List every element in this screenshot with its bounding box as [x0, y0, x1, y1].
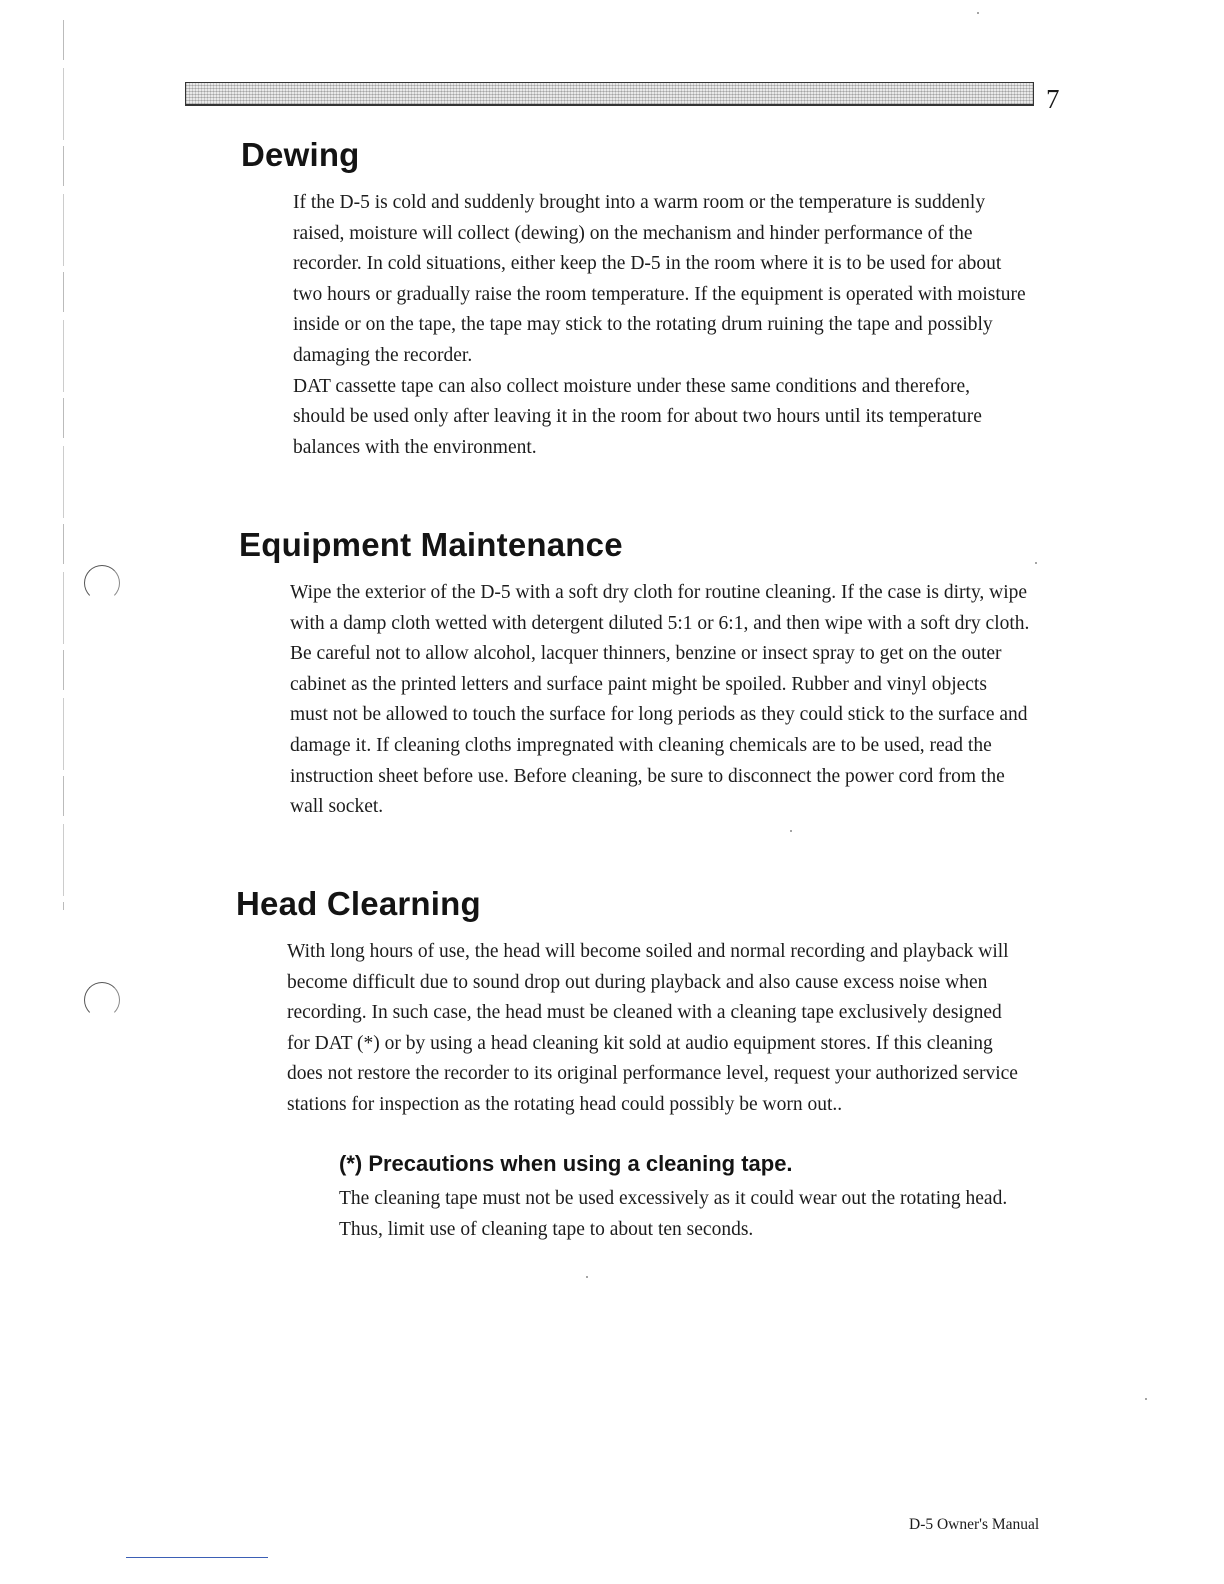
scan-speck: [790, 830, 792, 832]
text-line: for DAT (*) or by using a head cleaning kit sold at audio equipment stores. If this cleaning: [287, 1032, 993, 1054]
text-line: wall socket.: [290, 796, 384, 818]
text-line: Wipe the exterior of the D-5 with a soft dry cloth for routine cleaning. If the case is dirty, wipe: [290, 582, 1028, 603]
text-line: with a damp cloth wetted with detergent diluted 5:1 or 6:1, and then wipe with a soft dry cloth.: [290, 612, 1030, 634]
text-line: If the D-5 is cold and suddenly brought into a warm room or the temperature is suddenly: [293, 192, 986, 213]
punch-hole-mark: [84, 565, 120, 601]
text-line: damage it. If cleaning cloths impregnated with cleaning chemicals are to be used, read the: [290, 734, 992, 756]
text-line: cabinet as the printed letters and surface paint might be spoiled. Rubber and vinyl objects: [290, 673, 987, 695]
text-line: damaging the recorder.: [293, 344, 473, 366]
section-title-head-cleaning: Head Clearning: [236, 885, 481, 922]
section-title-equipment-maintenance: Equipment Maintenance: [239, 526, 623, 563]
page-number: 7: [1046, 84, 1060, 114]
text-line: stations for inspection as the rotating head could possibly be worn out..: [287, 1093, 843, 1115]
footer-manual-title: D-5 Owner's Manual: [909, 1516, 1040, 1533]
text-line: inside or on the tape, the tape may stick to the rotating drum ruining the tape and possibly: [293, 314, 993, 336]
text-line: recording. In such case, the head must be cleaned with a cleaning tape exclusively designed: [287, 1002, 1002, 1024]
text-line: should be used only after leaving it in the room for about two hours until its temperature: [293, 406, 982, 428]
text-line: raised, moisture will collect (dewing) on the mechanism and hinder performance of the: [293, 222, 973, 244]
punch-hole-mark: [84, 982, 120, 1018]
text-line: The cleaning tape must not be used excessively as it could wear out the rotating head.: [339, 1188, 1008, 1209]
section-body-equipment-maintenance: [290, 578, 1070, 823]
header-band: [185, 82, 1034, 106]
binding-margin-line: [63, 20, 64, 910]
scan-speck: [1035, 562, 1037, 564]
text-line: balances with the environment.: [293, 436, 537, 458]
precautions-title: (*) Precautions when using a cleaning tape.: [339, 1151, 793, 1176]
text-line: instruction sheet before use. Before cleaning, be sure to disconnect the power cord from the: [290, 765, 1005, 787]
text-line: recorder. In cold situations, either keep the D-5 in the room where it is to be used for about: [293, 253, 1002, 275]
text-line: Thus, limit use of cleaning tape to about ten seconds.: [339, 1218, 754, 1240]
text-line: does not restore the recorder to its original performance level, request your authorized service: [287, 1063, 1018, 1085]
text-line: DAT cassette tape can also collect moisture under these same conditions and therefore,: [293, 375, 971, 397]
scan-speck: [586, 1276, 588, 1278]
section-title-dewing: Dewing: [241, 136, 360, 173]
section-body-dewing: [293, 188, 1073, 463]
text-line: must not be allowed to touch the surface for long periods as they could stick to the surface and: [290, 704, 1028, 726]
section-body-head-cleaning: [287, 937, 1067, 1121]
precautions-body: [339, 1184, 1059, 1245]
scan-speck: [977, 12, 979, 14]
scan-speck: [1145, 1398, 1147, 1400]
text-line: two hours or gradually raise the room temperature. If the equipment is operated with moisture: [293, 283, 1026, 305]
text-line: With long hours of use, the head will become soiled and normal recording and playback will: [287, 941, 1009, 962]
text-line: Be careful not to allow alcohol, lacquer thinners, benzine or insect spray to get on the outer: [290, 643, 1002, 665]
footer-rule: [126, 1557, 268, 1558]
text-line: become difficult due to sound drop out during playback and also cause excess noise when: [287, 971, 988, 993]
